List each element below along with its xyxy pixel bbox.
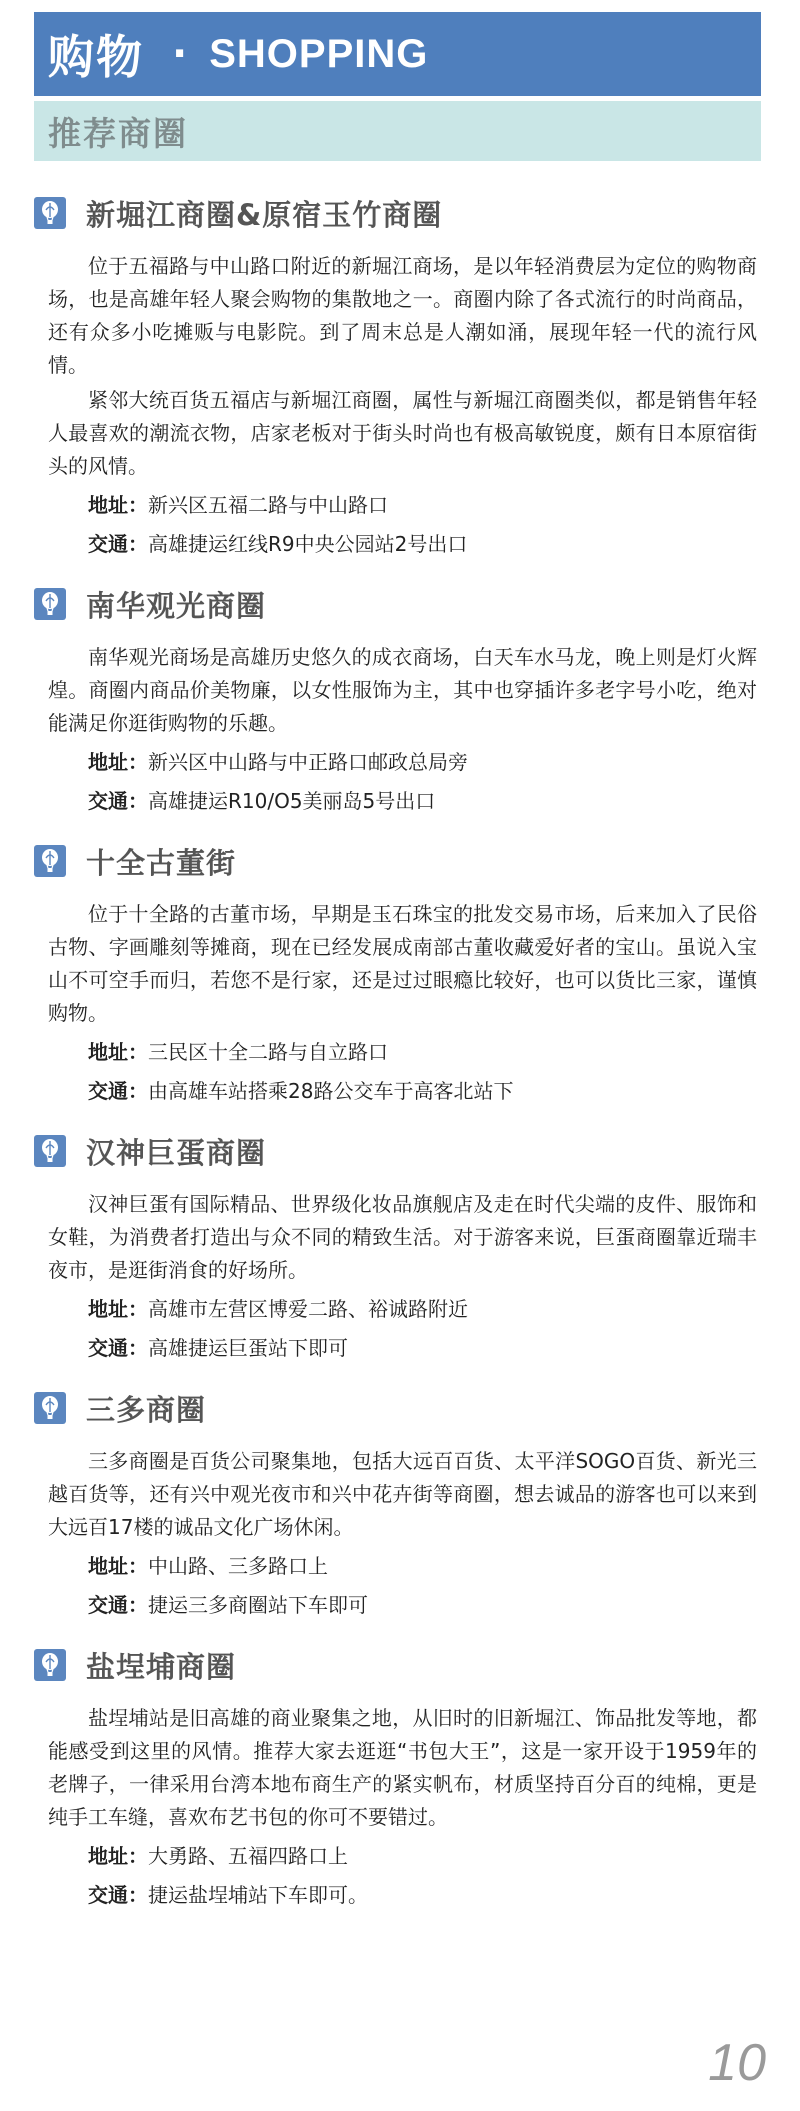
transport-label: 交通： — [88, 532, 148, 556]
transport-label: 交通： — [88, 789, 148, 813]
address-label: 地址： — [88, 493, 148, 517]
section-shiquan — [34, 838, 761, 1108]
section-paragraph: 盐埕埔站是旧高雄的商业聚集之地，从旧时的旧新堀江、饰品批发等地，都能感受到这里的风情。推荐大家去逛逛“书包大王”，这是一家开设于1959年的老牌子，一律采用台湾本地布商生产的紧实帆布，材质坚持百分百的纯棉，更是纯手工车缝，喜欢布艺书包的你可不要错过。 — [48, 1706, 757, 1829]
address-value: 高雄市左营区博爱二路、裕诚路附近 — [148, 1297, 468, 1321]
balloon-icon — [34, 588, 66, 620]
section-xinjuejiang — [34, 190, 761, 561]
transport-value: 高雄捷运红线R9中央公园站2号出口 — [148, 532, 468, 556]
content — [34, 190, 761, 1932]
section-yanchengpu — [34, 1642, 761, 1912]
section-paragraph: 南华观光商场是高雄历史悠久的成衣商场，白天车水马龙，晚上则是灯火辉煌。商圈内商品价美物廉，以女性服饰为主，其中也穿插许多老字号小吃，绝对能满足你逛街购物的乐趣。 — [48, 645, 757, 735]
transport-line — [34, 1879, 761, 1912]
address-line — [34, 1293, 761, 1326]
address-value: 三民区十全二路与自立路口 — [148, 1040, 388, 1064]
address-line — [34, 489, 761, 522]
section-paragraph: 位于十全路的古董市场，早期是玉石珠宝的批发交易市场，后来加入了民俗古物、字画雕刻等摊商，现在已经发展成南部古董收藏爱好者的宝山。虽说入宝山不可空手而归，若您不是行家，还是过过眼瘾比较好，也可以货比三家，谨慎购物。 — [48, 902, 757, 1025]
address-label: 地址： — [88, 1040, 148, 1064]
address-value: 新兴区五福二路与中山路口 — [148, 493, 388, 517]
address-line — [34, 1036, 761, 1069]
balloon-icon — [34, 1649, 66, 1681]
transport-line — [34, 528, 761, 561]
transport-line — [34, 1075, 761, 1108]
transport-value: 由高雄车站搭乘28路公交车于高客北站下 — [148, 1079, 514, 1103]
section-title: 三多商圈 — [86, 1392, 207, 1427]
balloon-icon — [34, 197, 66, 229]
transport-label: 交通： — [88, 1883, 148, 1907]
section-title: 新堀江商圈&原宿玉竹商圈 — [86, 197, 443, 232]
header-bar — [34, 12, 761, 96]
section-heading — [34, 838, 761, 884]
section-title: 十全古董街 — [86, 845, 237, 880]
transport-value: 高雄捷运巨蛋站下即可 — [148, 1336, 348, 1360]
address-value: 中山路、三多路口上 — [148, 1554, 328, 1578]
address-line — [34, 1840, 761, 1873]
address-label: 地址： — [88, 1554, 148, 1578]
section-paragraph: 三多商圈是百货公司聚集地，包括大远百百货、太平洋SOGO百货、新光三越百货等，还有兴中观光夜市和兴中花卉街等商圈，想去诚品的游客也可以来到大远百17楼的诚品文化广场休闲。 — [48, 1449, 757, 1539]
balloon-icon — [34, 1392, 66, 1424]
header-title-cn: 购物 — [48, 30, 144, 84]
section-heading — [34, 1128, 761, 1174]
section-paragraph: 紧邻大统百货五福店与新堀江商圈，属性与新堀江商圈类似，都是销售年轻人最喜欢的潮流衣物，店家老板对于街头时尚也有极高敏锐度，颇有日本原宿街头的风情。 — [48, 388, 757, 478]
header-title-en: SHOPPING — [209, 31, 429, 76]
page-number: 10 — [708, 2034, 766, 2092]
transport-value: 捷运盐埕埔站下车即可。 — [148, 1883, 368, 1907]
header-separator: · — [172, 31, 188, 77]
subheader-title: 推荐商圈 — [48, 113, 188, 153]
balloon-icon — [34, 1135, 66, 1167]
section-hanshen — [34, 1128, 761, 1365]
section-heading — [34, 581, 761, 627]
address-value: 大勇路、五福四路口上 — [148, 1844, 348, 1868]
section-title: 南华观光商圈 — [86, 588, 267, 623]
section-sanduo — [34, 1385, 761, 1622]
section-heading — [34, 1385, 761, 1431]
section-title: 盐埕埔商圈 — [86, 1649, 237, 1684]
address-line — [34, 746, 761, 779]
transport-line — [34, 1332, 761, 1365]
transport-value: 高雄捷运R10/O5美丽岛5号出口 — [148, 789, 436, 813]
address-label: 地址： — [88, 1297, 148, 1321]
section-heading — [34, 1642, 761, 1688]
transport-label: 交通： — [88, 1336, 148, 1360]
address-label: 地址： — [88, 1844, 148, 1868]
section-paragraph: 汉神巨蛋有国际精品、世界级化妆品旗舰店及走在时代尖端的皮件、服饰和女鞋，为消费者打造出与众不同的精致生活。对于游客来说，巨蛋商圈靠近瑞丰夜市，是逛街消食的好场所。 — [48, 1192, 757, 1282]
transport-label: 交通： — [88, 1593, 148, 1617]
subheader-bar — [34, 101, 761, 161]
transport-label: 交通： — [88, 1079, 148, 1103]
address-label: 地址： — [88, 750, 148, 774]
balloon-icon — [34, 845, 66, 877]
section-heading — [34, 190, 761, 236]
transport-value: 捷运三多商圈站下车即可 — [148, 1593, 368, 1617]
transport-line — [34, 1589, 761, 1622]
section-title: 汉神巨蛋商圈 — [86, 1135, 267, 1170]
section-nanhua — [34, 581, 761, 818]
address-line — [34, 1550, 761, 1583]
address-value: 新兴区中山路与中正路口邮政总局旁 — [148, 750, 468, 774]
section-paragraph: 位于五福路与中山路口附近的新堀江商场，是以年轻消费层为定位的购物商场，也是高雄年轻人聚会购物的集散地之一。商圈内除了各式流行的时尚商品，还有众多小吃摊贩与电影院。到了周末总是人潮如涌，展现年轻一代的流行风情。 — [48, 254, 757, 377]
transport-line — [34, 785, 761, 818]
